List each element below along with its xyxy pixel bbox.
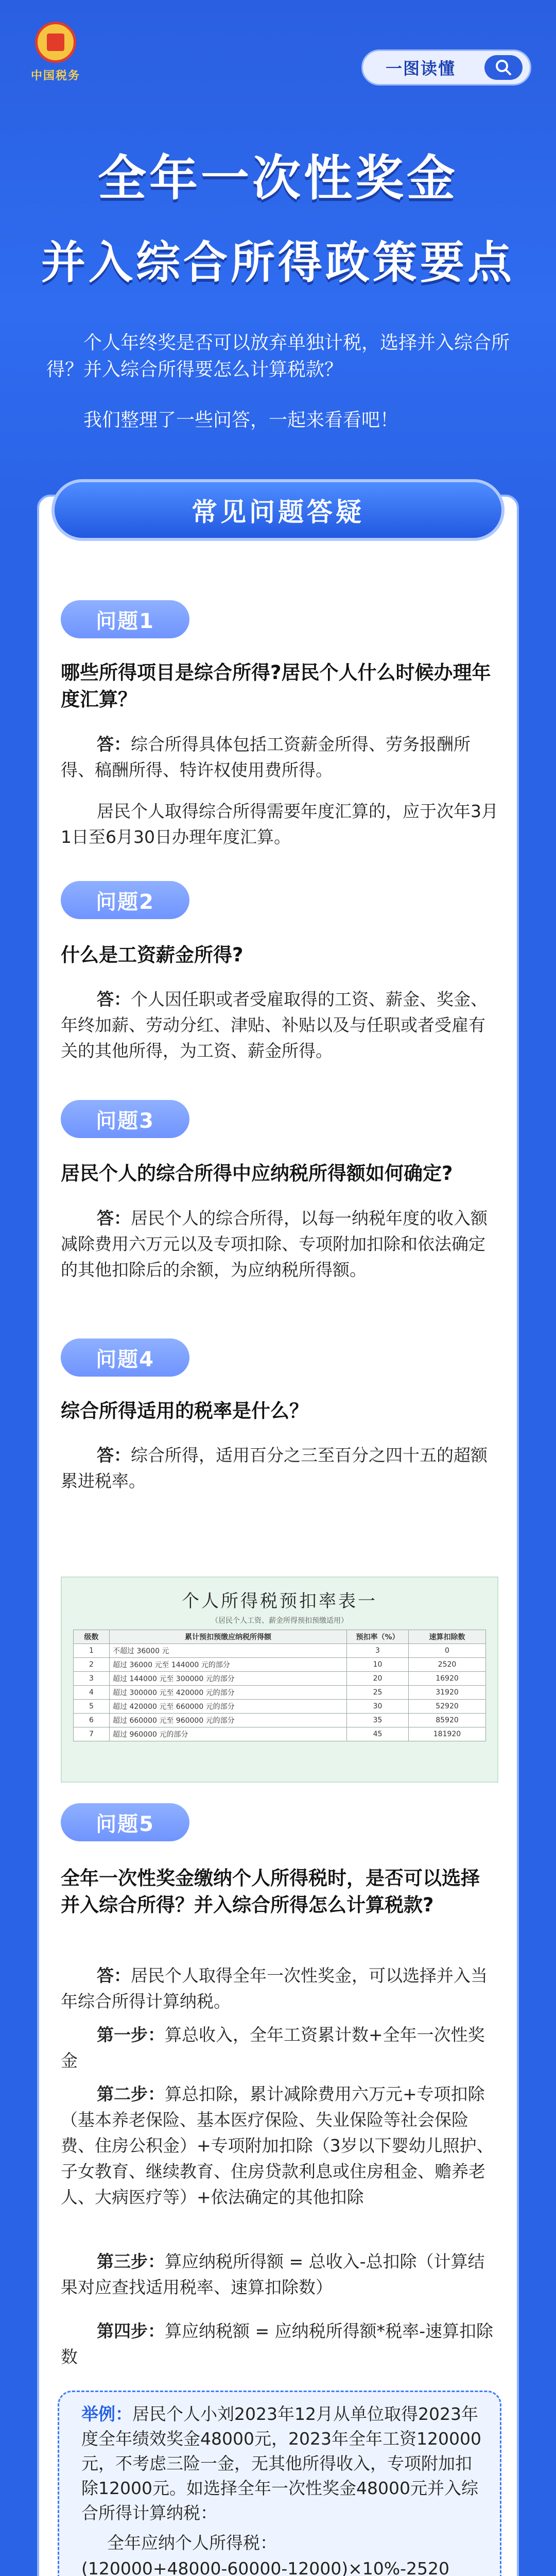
table-header-row [74, 1630, 486, 1644]
table-row [74, 1672, 486, 1686]
question-5-label: 问题5 [61, 1803, 189, 1841]
table-cell: 35 [347, 1714, 409, 1727]
step-4 [61, 2318, 498, 2370]
table-row [74, 1644, 486, 1658]
tax-rate-table [73, 1630, 486, 1741]
search-label: 一图读懂 [386, 59, 456, 78]
table-cell: 16920 [409, 1672, 486, 1686]
table-cell: 52920 [409, 1700, 486, 1714]
table-cell: 2 [74, 1658, 110, 1672]
example-formula: (120000+48000-60000-12000)×10%-2520 [81, 2558, 450, 2576]
table-cell: 181920 [409, 1727, 486, 1741]
table-cell: 25 [347, 1686, 409, 1700]
tax-logo [25, 22, 86, 99]
question-1-answer [61, 732, 498, 783]
step-key: 第四步： [97, 2321, 165, 2341]
table-cell: 超过 300000 元至 420000 元的部分 [110, 1686, 347, 1700]
answer-key: 答： [97, 1445, 131, 1465]
question-3-title: 居民个人的综合所得中应纳税所得额如何确定? [61, 1162, 453, 1184]
question-5-title: 全年一次性奖金缴纳个人所得税时，是否可以选择并入综合所得？并入综合所得怎么计算税款? [61, 1867, 480, 1916]
faq-heading [51, 479, 505, 541]
faq-heading-text: 常见问题答疑 [192, 497, 364, 527]
table-header: 速算扣除数 [409, 1630, 486, 1644]
logo-text: 中国税务 [30, 70, 80, 82]
search-pill[interactable] [361, 49, 531, 86]
table-cell: 3 [74, 1672, 110, 1686]
table-cell: 6 [74, 1714, 110, 1727]
table-header: 级数 [74, 1630, 110, 1644]
example-key: 举例： [81, 2404, 132, 2424]
table-title: 个人所得税预扣率表一 [182, 1591, 377, 1612]
step-3 [61, 2249, 498, 2300]
answer-key: 答： [97, 734, 131, 754]
table-header: 预扣率（%） [347, 1630, 409, 1644]
example-body: 居民个人小刘2023年12月从单位取得2023年度全年绩效奖金48000元，2023年全年工资120000元，不考虑三险一金，无其他所得收入，专项附加扣除12000元。如选择全年一次性奖金48000元并入综合所得计算纳税： [81, 2404, 481, 2523]
step-text: 算总收入，全年工资累计数+全年一次性奖金 [61, 2025, 485, 2071]
question-3-label: 问题3 [61, 1100, 189, 1138]
step-text: 算应纳税额 = 应纳税所得额*税率-速算扣除数 [61, 2321, 494, 2367]
table-row [74, 1686, 486, 1700]
table-row [74, 1727, 486, 1741]
table-cell: 3 [347, 1644, 409, 1658]
table-cell: 5 [74, 1700, 110, 1714]
table-cell: 85920 [409, 1714, 486, 1727]
table-cell: 1 [74, 1644, 110, 1658]
answer-text: 居民个人取得全年一次性奖金，可以选择并入当年综合所得计算纳税。 [61, 1965, 488, 2011]
example-text [81, 2402, 488, 2526]
table-row [74, 1658, 486, 1672]
answer-text: 综合所得具体包括工资薪金所得、劳务报酬所得、稿酬所得、特许权使用费所得。 [61, 734, 471, 780]
step-key: 第三步： [97, 2251, 165, 2272]
question-2-title: 什么是工资薪金所得? [61, 944, 244, 966]
table-subtitle: （居民个人工资、薪金所得预扣预缴适用） [211, 1617, 348, 1625]
page-title-line2: 并入综合所得政策要点 [41, 237, 515, 289]
question-2-label: 问题2 [61, 881, 189, 919]
answer-key: 答： [97, 1208, 131, 1228]
step-text: 算总扣除，累计减除费用六万元+专项扣除（基本养老保险、基本医疗保险、失业保险等社会保险费、住房公积金）+专项附加扣除（3岁以下婴幼儿照护、子女教育、继续教育、住房贷款利息或住房租金、赡养老人、大病医疗等）+依法确定的其他扣除 [61, 2084, 494, 2207]
question-2-answer [61, 987, 498, 1064]
answer-text: 个人因任职或者受雇取得的工资、薪金、奖金、年终加薪、劳动分红、津贴、补贴以及与任职或者受雇有关的其他所得，为工资、薪金所得。 [61, 989, 488, 1061]
question-1-title: 哪些所得项目是综合所得?居民个人什么时候办理年度汇算？ [61, 662, 491, 710]
answer-text: 综合所得，适用百分之三至百分之四十五的超额累进税率。 [61, 1445, 488, 1491]
table-cell: 超过 660000 元至 960000 元的部分 [110, 1714, 347, 1727]
question-4-answer [61, 1443, 498, 1494]
step-1 [61, 2022, 498, 2074]
table-cell: 7 [74, 1727, 110, 1741]
example-formula-label: 全年应纳个人所得税： [107, 2533, 277, 2553]
table-cell: 4 [74, 1686, 110, 1700]
question-1-label: 问题1 [61, 600, 189, 638]
question-3-answer [61, 1206, 498, 1283]
question-4-label: 问题4 [61, 1338, 189, 1377]
table-row [74, 1714, 486, 1727]
table-header: 累计预扣预缴应纳税所得额 [110, 1630, 347, 1644]
table-cell: 超过 144000 元至 300000 元的部分 [110, 1672, 347, 1686]
intro-paragraph: 个人年终奖是否可以放弃单独计税，选择并入综合所得？并入综合所得要怎么计算税款？ [46, 332, 510, 380]
table-cell: 2520 [409, 1658, 486, 1672]
table-cell: 45 [347, 1727, 409, 1741]
table-cell: 不超过 36000 元 [110, 1644, 347, 1658]
table-cell: 超过 960000 元的部分 [110, 1727, 347, 1741]
page-title-line1: 全年一次性奖金 [97, 150, 458, 207]
table-cell: 31920 [409, 1686, 486, 1700]
intro-paragraph-2: 我们整理了一些问答，一起来看看吧！ [83, 410, 399, 431]
step-2 [61, 2081, 498, 2210]
table-cell: 超过 36000 元至 144000 元的部分 [110, 1658, 347, 1672]
table-row [74, 1700, 486, 1714]
emblem-icon [35, 22, 76, 63]
table-cell: 30 [347, 1700, 409, 1714]
question-5-answer [61, 1963, 498, 2014]
table-cell: 10 [347, 1658, 409, 1672]
tax-rate-table-box [61, 1577, 498, 1783]
answer-key: 答： [97, 1965, 131, 1986]
search-icon[interactable] [484, 55, 523, 80]
step-key: 第一步： [97, 2025, 165, 2045]
question-1-answer-2: 居民个人取得综合所得需要年度汇算的，应于次年3月1日至6月30日办理年度汇算。 [61, 801, 498, 847]
step-text: 算应纳税所得额 = 总收入-总扣除（计算结果对应查找适用税率、速算扣除数） [61, 2251, 485, 2297]
table-cell: 20 [347, 1672, 409, 1686]
answer-key: 答： [97, 989, 131, 1009]
table-cell: 超过 420000 元至 660000 元的部分 [110, 1700, 347, 1714]
table-cell: 0 [409, 1644, 486, 1658]
answer-text: 居民个人的综合所得，以每一纳税年度的收入额减除费用六万元以及专项扣除、专项附加扣除和依法确定的其他扣除后的余额，为应纳税所得额。 [61, 1208, 488, 1280]
step-key: 第二步： [97, 2084, 165, 2104]
question-4-title: 综合所得适用的税率是什么？ [61, 1400, 308, 1422]
